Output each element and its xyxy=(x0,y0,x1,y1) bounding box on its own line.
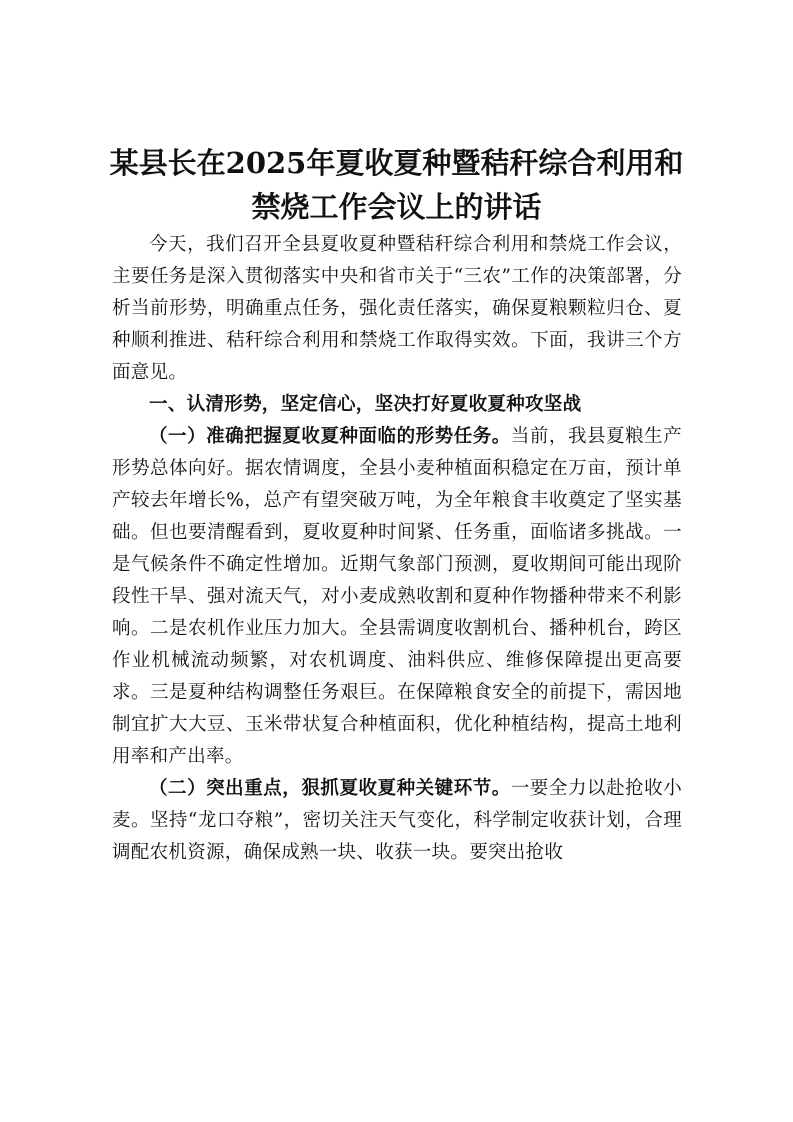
section-1-heading: 一、认清形势，坚定信心，坚决打好夏收夏种攻坚战 xyxy=(149,394,582,415)
document-title-line-1: 某县长在2025年夏收夏种暨秸秆综合利用和 xyxy=(109,146,684,180)
subsection-2-body: 一要全力以赴抢收小麦。坚持“龙口夺粮”，密切关注天气变化，科学制定收获计划，合理调配农机资源，确保成熟一块、收获一块。要突出抢收 xyxy=(112,778,682,863)
subsection-2-paragraph xyxy=(112,773,682,869)
document-title-line-2: 禁烧工作会议上的讲话 xyxy=(251,190,542,224)
intro-paragraph: 今天，我们召开全县夏收夏种暨秸秆综合利用和禁烧工作会议，主要任务是深入贯彻落实中央和省市关于“三农”工作的决策部署，分析当前形势，明确重点任务，强化责任落实，确保夏粮颗粒归仓、夏种顺利推进、秸秆综合利用和禁烧工作取得实效。下面，我讲三个方面意见。 xyxy=(112,234,682,383)
subsection-1-paragraph xyxy=(112,421,682,773)
subsection-1-body: 当前，我县夏粮生产形势总体向好。据农情调度，全县小麦种植面积稳定在万亩，预计单产较去年增长%，总产有望突破万吨，为全年粮食丰收奠定了坚实基础。但也要清醒看到，夏收夏种时间紧、任务重，面临诸多挑战。一是气候条件不确定性增加。近期气象部门预测，夏收期间可能出现阶段性干旱、强对流天气，对小麦成熟收割和夏种作物播种带来不利影响。二是农机作业压力加大。全县需调度收割机台、播种机台，跨区作业机械流动频繁，对农机调度、油料供应、维修保障提出更高要求。三是夏种结构调整任务艰巨。在保障粮食安全的前提下，需因地制宜扩大大豆、玉米带状复合种植面积，优化种植结构，提高土地利用率和产出率。 xyxy=(112,426,682,767)
subsection-2-lead: （二）突出重点，狠抓夏收夏种关键环节。 xyxy=(149,778,511,799)
subsection-1-lead: （一）准确把握夏收夏种面临的形势任务。 xyxy=(149,426,511,447)
document-body xyxy=(112,229,682,869)
